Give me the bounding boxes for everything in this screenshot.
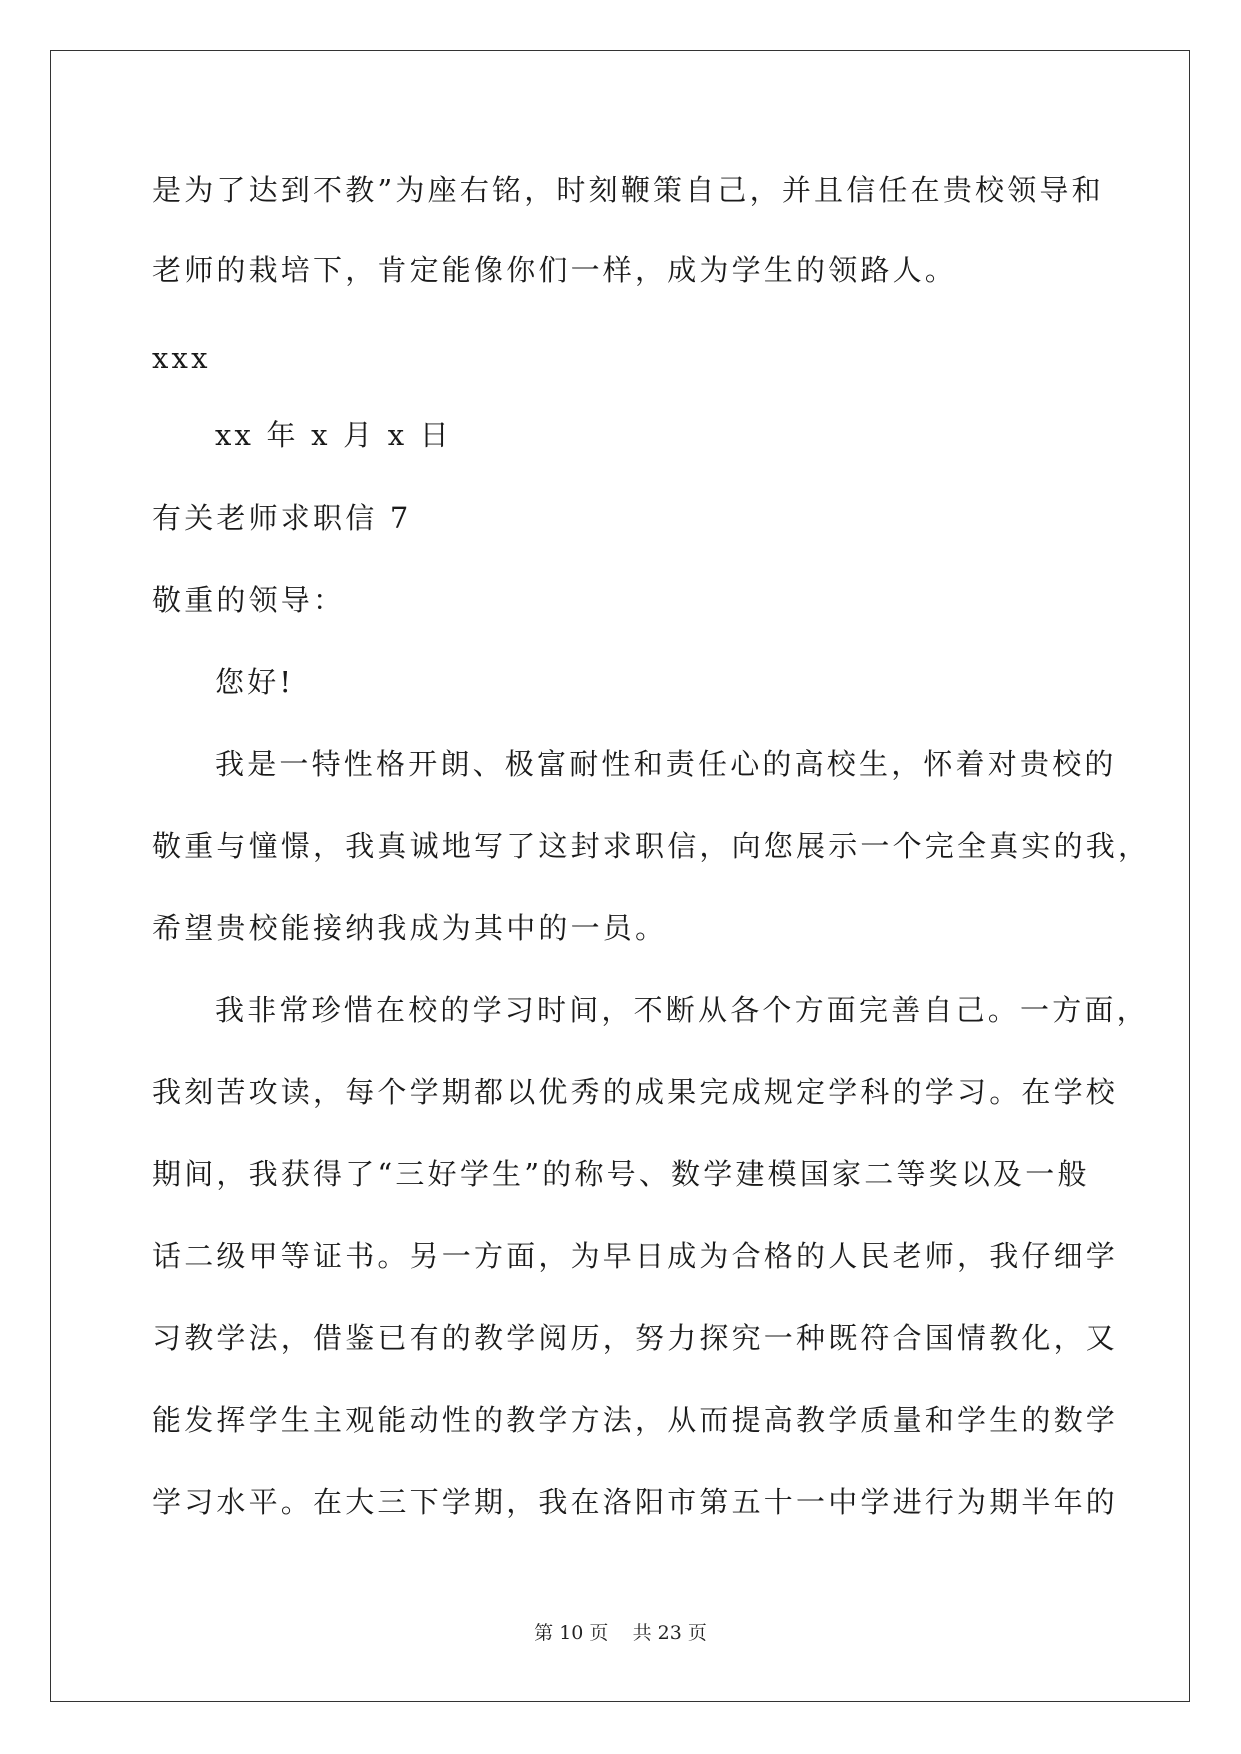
- signature-name: xxx: [152, 341, 211, 375]
- body-line-1: 是为了达到不教”为座右铭，时刻鞭策自己，并且信任在贵校领导和: [152, 173, 1104, 207]
- body-line-4: 敬重与憧憬，我真诚地写了这封求职信，向您展示一个完全真实的我，: [152, 829, 1151, 863]
- body-line-5: 希望贵校能接纳我成为其中的一员。: [152, 911, 668, 945]
- page-number-label: 第 10 页 共 23 页: [534, 1622, 707, 1644]
- page-number-footer: [0, 1621, 1241, 1645]
- page-border: [50, 50, 1190, 1702]
- body-line-6: 我非常珍惜在校的学习时间，不断从各个方面完善自己。一方面，: [215, 993, 1149, 1027]
- body-line-7: 我刻苦攻读，每个学期都以优秀的成果完成规定学科的学习。在学校: [152, 1075, 1119, 1109]
- salutation: 敬重的领导：: [152, 583, 346, 617]
- section-heading: 有关老师求职信 7: [152, 501, 412, 535]
- body-line-3: 我是一特性格开朗、极富耐性和责任心的高校生，怀着对贵校的: [215, 747, 1117, 781]
- body-line-12: 学习水平。在大三下学期，我在洛阳市第五十一中学进行为期半年的: [152, 1485, 1119, 1519]
- body-line-11: 能发挥学生主观能动性的教学方法，从而提高教学质量和学生的数学: [152, 1403, 1119, 1437]
- signature-date: xx 年 x 月 x 日: [215, 418, 452, 452]
- body-line-2: 老师的栽培下，肯定能像你们一样，成为学生的领路人。: [152, 253, 958, 287]
- body-line-9: 话二级甲等证书。另一方面，为早日成为合格的人民老师，我仔细学: [152, 1239, 1119, 1273]
- body-line-8: 期间，我获得了“三好学生”的称号、数学建模国家二等奖以及一般: [152, 1157, 1090, 1191]
- body-line-10: 习教学法，借鉴已有的教学阅历，努力探究一种既符合国情教化，又: [152, 1321, 1119, 1355]
- greeting: 您好!: [215, 665, 295, 699]
